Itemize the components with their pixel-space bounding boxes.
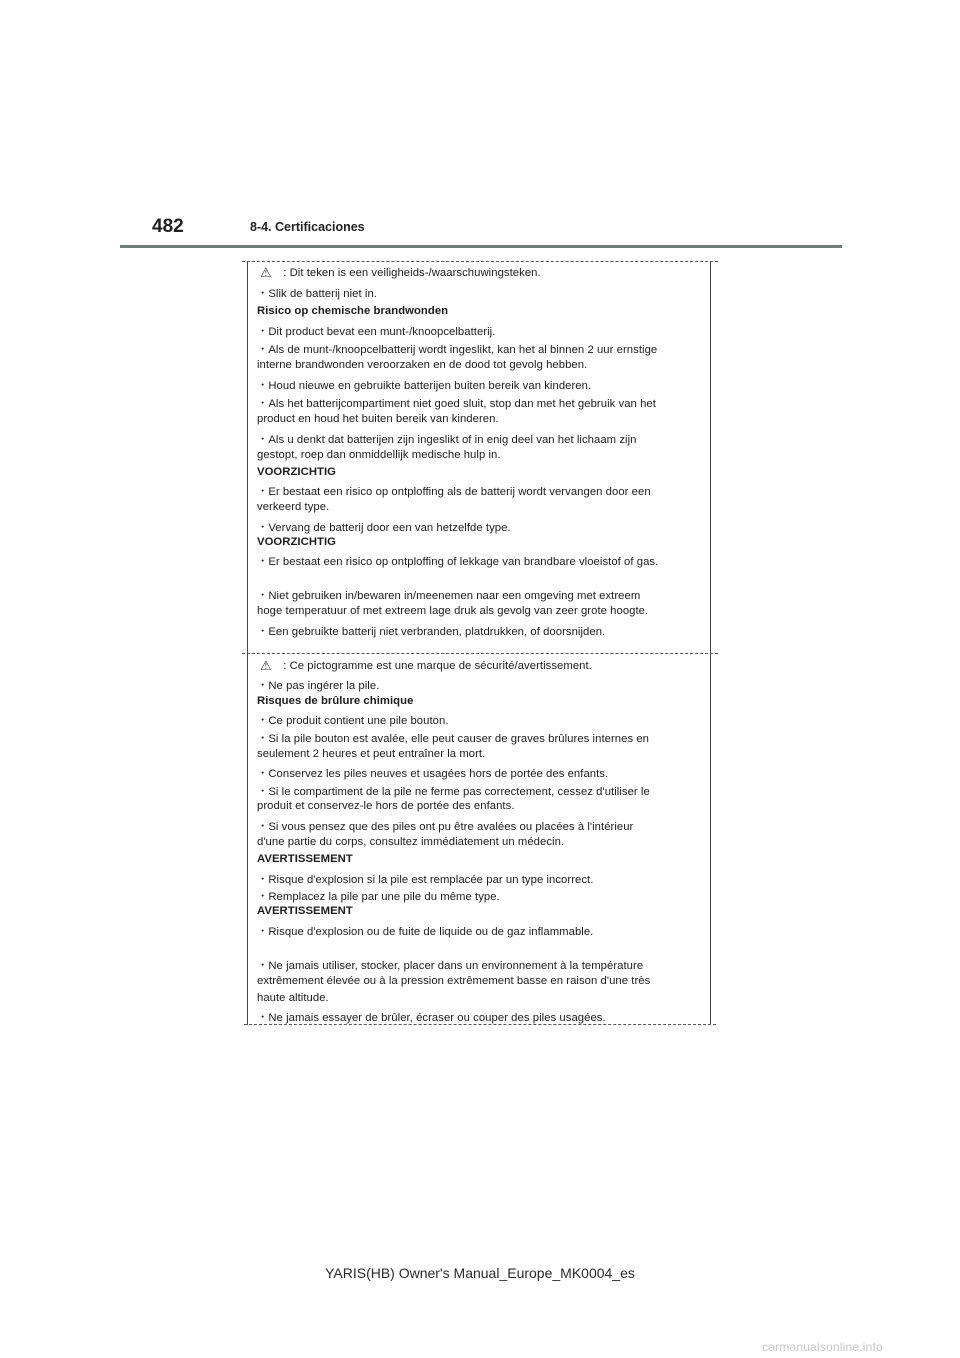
label-line: ・Si le compartiment de la pile ne ferme pas correctement, cessez d'utiliser le bbox=[257, 786, 650, 798]
label-line: ⚠ : Dit teken is een veiligheids-/waarschuwingsteken. bbox=[260, 265, 541, 280]
label-line: ・Ce produit contient une pile bouton. bbox=[257, 715, 449, 727]
label-line: produit et conservez-le hors de portée des enfants. bbox=[257, 800, 515, 812]
label-line: hoge temperatuur of met extreem lage druk als gevolg van zeer grote hoogte. bbox=[257, 605, 649, 617]
warning-triangle-icon: ⚠ bbox=[260, 658, 272, 673]
label-line: ・Risque d'explosion ou de fuite de liquide ou de gaz inflammable. bbox=[257, 926, 594, 938]
label-line: ・Er bestaat een risico op ontploffing als de batterij wordt vervangen door een bbox=[257, 486, 651, 498]
label-line: product en houd het buiten bereik van kinderen. bbox=[257, 413, 499, 425]
label-line: ・Slik de batterij niet in. bbox=[257, 288, 377, 300]
label-line: ・Ne pas ingérer la pile. bbox=[257, 680, 380, 692]
label-line: ・Een gebruikte batterij niet verbranden, platdrukken, of doorsnijden. bbox=[257, 626, 606, 638]
label-line: ・Conservez les piles neuves et usagées hors de portée des enfants. bbox=[257, 768, 609, 780]
label-heading: Risico op chemische brandwonden bbox=[257, 305, 449, 317]
label-line: seulement 2 heures et peut entraîner la mort. bbox=[257, 748, 486, 760]
label-line: gestopt, roep dan onmiddellijk medische hulp in. bbox=[257, 449, 501, 461]
label-heading: Risques de brûlure chimique bbox=[257, 695, 414, 707]
label-line: d'une partie du corps, consultez immédiatement un médecin. bbox=[257, 836, 565, 848]
page-number: 482 bbox=[152, 216, 184, 237]
header-divider bbox=[120, 245, 842, 248]
safety-label-dutch bbox=[247, 261, 711, 653]
label-line: ・Si la pile bouton est avalée, elle peut causer de graves brûlures internes en bbox=[257, 733, 649, 745]
label-line: interne brandwonden veroorzaken en de dood tot gevolg hebben. bbox=[257, 359, 588, 371]
warning-triangle-icon: ⚠ bbox=[260, 265, 272, 280]
label-line: ・Ne jamais utiliser, stocker, placer dans un environnement à la température bbox=[257, 960, 644, 972]
label-line: ・Remplacez la pile par une pile du même type. bbox=[257, 891, 500, 903]
label-line: haute altitude. bbox=[257, 992, 329, 1004]
label-heading: VOORZICHTIG bbox=[257, 536, 336, 548]
label-heading: AVERTISSEMENT bbox=[257, 853, 353, 865]
label-line: ・Si vous pensez que des piles ont pu être avalées ou placées à l'intérieur bbox=[257, 821, 634, 833]
label-line: ⚠ : Ce pictogramme est une marque de sécurité/avertissement. bbox=[260, 658, 592, 673]
safety-label-french bbox=[247, 653, 711, 1025]
watermark: carmanualsonline.info bbox=[762, 1340, 883, 1354]
label-line: ・Als het batterijcompartiment niet goed sluit, stop dan met het gebruik van het bbox=[257, 398, 656, 410]
label-heading: VOORZICHTIG bbox=[257, 466, 336, 478]
label-line: ・Houd nieuwe en gebruikte batterijen buiten bereik van kinderen. bbox=[257, 380, 592, 392]
manual-footer: YARIS(HB) Owner's Manual_Europe_MK0004_es bbox=[325, 1265, 635, 1281]
label-line: ・Als u denkt dat batterijen zijn ingeslikt of in enig deel van het lichaam zijn bbox=[257, 434, 637, 446]
label-line: extrêmement élevée ou à la pression extrêmement basse en raison d'une très bbox=[257, 975, 651, 987]
label-line: ・Risque d'explosion si la pile est remplacée par un type incorrect. bbox=[257, 874, 594, 886]
label-line: ・Dit product bevat een munt-/knoopcelbatterij. bbox=[257, 326, 496, 338]
section-title: 8-4. Certificaciones bbox=[250, 220, 365, 234]
label-line: ・Er bestaat een risico op ontploffing of lekkage van brandbare vloeistof of gas. bbox=[257, 556, 659, 568]
label-line: ・Vervang de batterij door een van hetzelfde type. bbox=[257, 522, 511, 534]
label-heading: AVERTISSEMENT bbox=[257, 905, 353, 917]
label-line: ・Niet gebruiken in/bewaren in/meenemen naar een omgeving met extreem bbox=[257, 590, 641, 602]
label-line: verkeerd type. bbox=[257, 501, 330, 513]
label-line: ・Ne jamais essayer de brûler, écraser ou couper des piles usagées. bbox=[257, 1012, 606, 1024]
label-line: ・Als de munt-/knoopcelbatterij wordt ingeslikt, kan het al binnen 2 uur ernstige bbox=[257, 344, 658, 356]
